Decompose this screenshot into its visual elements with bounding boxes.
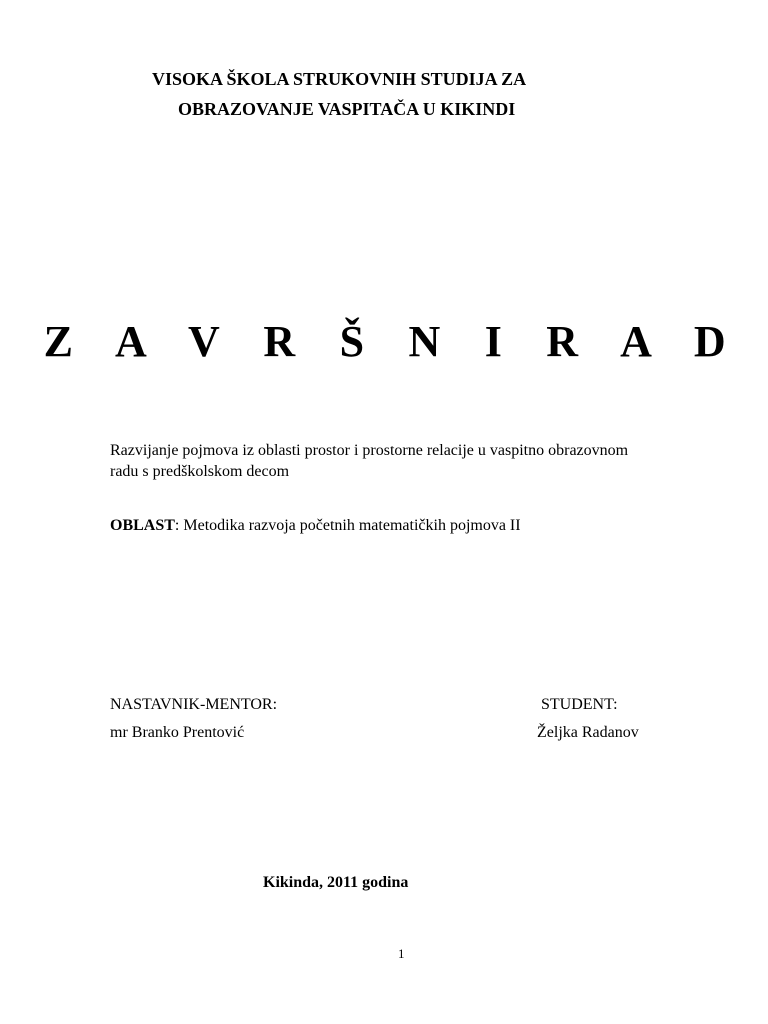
thesis-topic-line2: radu s predškolskom decom bbox=[110, 463, 290, 480]
institution-name-line2: OBRAZOVANJE VASPITAČA U KIKINDI bbox=[178, 99, 516, 119]
subject-area-label: OBLAST bbox=[110, 517, 175, 534]
thesis-topic-line1: Razvijanje pojmova iz oblasti prostor i prostorne relacije u vaspitno obrazovnom bbox=[110, 442, 629, 459]
mentor-name: mr Branko Prentović bbox=[110, 724, 245, 741]
subject-area-value: : Metodika razvoja početnih matematičkih pojmova II bbox=[174, 517, 521, 534]
document-title: Z A V R Š N I R A D bbox=[43, 317, 743, 366]
institution-name-line1: VISOKA ŠKOLA STRUKOVNIH STUDIJA ZA bbox=[152, 69, 527, 89]
student-name: Željka Radanov bbox=[537, 724, 639, 741]
subject-area bbox=[110, 516, 521, 535]
page-number: 1 bbox=[398, 946, 405, 961]
mentor-label: NASTAVNIK-MENTOR: bbox=[110, 696, 278, 713]
place-and-year: Kikinda, 2011 godina bbox=[263, 874, 409, 891]
student-label: STUDENT: bbox=[541, 696, 618, 713]
